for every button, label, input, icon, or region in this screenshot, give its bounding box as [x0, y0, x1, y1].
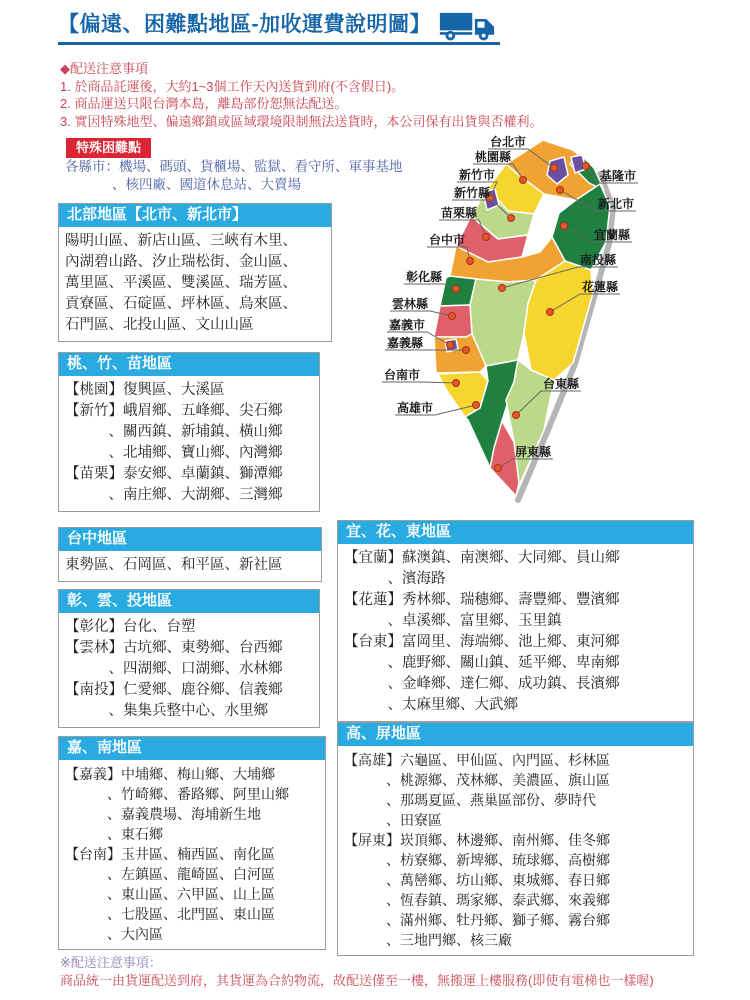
map-county-label: 苗栗縣: [440, 206, 477, 220]
map-county-label: 台中市: [428, 233, 465, 247]
region-box-yi-hua-dong-title: 宜、花、東地區: [338, 521, 693, 544]
map-dot: [467, 258, 474, 265]
map-dot: [453, 286, 460, 293]
page-title: 【偏遠、困難點地區-加收運費說明圖】: [58, 13, 431, 36]
region-line: 【新竹】峨眉鄉、五峰鄉、尖石鄉: [65, 403, 283, 419]
region-line: 、金峰鄉、達仁鄉、成功鎮、長濱鄉: [344, 676, 620, 692]
region-line: 【宜蘭】蘇澳鎮、南澳鄉、大同鄉、員山鄉: [344, 550, 620, 566]
delivery-notes: [60, 60, 542, 130]
map-county-label: 彰化縣: [405, 270, 442, 284]
map-county-label: 桃園縣: [474, 150, 511, 164]
region-line: 石門區、北投山區、文山山區: [65, 317, 254, 333]
region-box-yi-hua-dong: [337, 520, 694, 722]
region-line: 、大內區: [65, 926, 163, 942]
map-dot: [547, 309, 554, 316]
region-line: 東勢區、石岡區、和平區、新社區: [65, 557, 283, 573]
truck-icon: [439, 10, 495, 42]
map-county-label: 南投縣: [580, 253, 617, 267]
delivery-notes-heading: ◆配送注意事項: [60, 61, 148, 76]
delivery-notes-list: [60, 78, 542, 131]
region-line: 【嘉義】中埔鄉、梅山鄉、大埔鄉: [65, 766, 275, 782]
map-county-label: 新竹市: [458, 168, 495, 182]
region-box-kao-ping-body: [338, 746, 693, 955]
delivery-note-line: 3. 實因特殊地型、偏遠鄉鎮或區域環境限制無法送貨時，本公司保有出貨與否權利。: [60, 113, 543, 129]
map-dot: [463, 347, 470, 354]
delivery-note-line: 1. 於商品託運後，大約1~3個工作天內送貨到府(不含假日)。: [60, 78, 405, 94]
map-dot: [499, 285, 506, 292]
map-county-label: 高雄市: [396, 401, 433, 415]
taiwan-map-svg: [368, 128, 698, 518]
region-line: 、四湖鄉、口湖鄉、水林鄉: [65, 661, 283, 677]
special-points-badge: 特殊困難點: [66, 138, 151, 158]
region-line: 、竹崎鄉、番路鄉、阿里山鄉: [65, 786, 289, 802]
map-county-label: 宜蘭縣: [594, 228, 631, 242]
map-dot: [513, 412, 520, 419]
map-dot: [495, 465, 502, 472]
map-county-label: 新北市: [598, 197, 635, 211]
map-dot: [508, 215, 515, 222]
region-box-chia-nan: [58, 736, 326, 950]
region-line: 、桃源鄉、茂林鄉、美濃區、旗山區: [344, 772, 610, 788]
region-line: 、太麻里鄉、大武鄉: [344, 697, 518, 713]
region-line: 【苗栗】泰安鄉、卓蘭鎮、獅潭鄉: [65, 466, 283, 482]
special-points-text: [65, 158, 403, 193]
region-line: 、左鎮區、龍崎區、白河區: [65, 866, 275, 882]
title-underline: [58, 42, 500, 45]
region-box-chang-yun-tou: [58, 589, 320, 728]
map-dot: [557, 187, 564, 194]
map-county-label: 嘉義縣: [386, 336, 423, 350]
map-county-label: 花蓮縣: [582, 280, 619, 294]
map-county-label: 屏東縣: [515, 445, 552, 459]
region-line: 、田寮區: [344, 812, 442, 828]
region-line: 、關西鎮、新埔鎮、橫山鄉: [65, 424, 283, 440]
region-line: 、鹿野鄉、關山鎮、延平鄉、卑南鄉: [344, 655, 620, 671]
region-box-chia-nan-title: 嘉、南地區: [59, 737, 325, 760]
region-line: 【南投】仁愛鄉、鹿谷鄉、信義鄉: [65, 682, 283, 698]
map-dot: [551, 165, 558, 172]
region-line: 、七股區、北門區、東山區: [65, 906, 275, 922]
region-line: 、南庄鄉、大湖鄉、三灣鄉: [65, 487, 283, 503]
taiwan-map: [368, 128, 698, 518]
region-box-tao-chu-miao-title: 桃、竹、苗地區: [59, 353, 319, 376]
region-line: 、萬巒鄉、坊山鄉、東城鄉、春日鄉: [344, 872, 610, 888]
region-line: 、恆春鎮、瑪家鄉、泰武鄉、來義鄉: [344, 892, 610, 908]
map-county-label: 台南市: [383, 368, 420, 382]
region-box-kao-ping-title: 高、屏地區: [338, 723, 693, 746]
region-line: 萬里區、平溪區、雙溪區、瑞芳區、: [65, 275, 297, 291]
region-line: 、卓溪鄉、富里鄉、玉里鎮: [344, 613, 562, 629]
map-dot: [520, 177, 527, 184]
region-box-chia-nan-body: [59, 760, 325, 949]
region-line: 、三地門鄉、核三廠: [344, 932, 512, 948]
page-header: [58, 10, 495, 42]
delivery-note-line: 2. 商品運送只限台灣本島，離島部份恕無法配送。: [60, 96, 348, 111]
map-county-label: 台東縣: [543, 377, 580, 391]
region-box-kao-ping: [337, 722, 694, 956]
region-line: 、那瑪夏區、燕巢區部份、夢時代: [344, 792, 596, 808]
region-line: 【桃園】復興區、大溪區: [65, 382, 225, 398]
region-line: 、集集兵整中心、水里鄉: [65, 703, 268, 719]
region-line: 【台東】富岡里、海端鄉、池上鄉、東河鄉: [344, 634, 620, 650]
region-box-north-body: [59, 227, 331, 341]
map-dot: [561, 223, 568, 230]
region-box-tao-chu-miao: [58, 352, 320, 512]
footer-text: 商品統一由貨運配送到府，其貨運為合約物流，故配送僅至一樓，無搬運上樓服務(即使有電梯也一樣喔): [60, 973, 654, 988]
map-county-label: 雲林縣: [391, 297, 428, 311]
region-line: 貢寮區、石碇區、坪林區、烏來區、: [65, 296, 297, 312]
map-county-label: 新竹縣: [453, 186, 490, 200]
region-line: 、北埔鄉、寶山鄉、內灣鄉: [65, 445, 283, 461]
map-dot: [583, 163, 590, 170]
region-line: 陽明山區、新店山區、三峽有木里、: [65, 233, 297, 249]
county-yunlin: [434, 305, 472, 337]
special-points-line1: 各縣市：機場、碼頭、貨櫃場、監獄、看守所、軍事基地: [65, 159, 403, 174]
map-dot: [483, 234, 490, 241]
region-line: 【高雄】六龜區、甲仙區、內門區、杉林區: [344, 752, 610, 768]
map-dot: [449, 313, 456, 320]
region-box-north: [58, 203, 332, 342]
map-dot: [473, 402, 480, 409]
region-line: 內湖碧山路、汐止瑞松街、金山區、: [65, 254, 297, 270]
footer-heading: ※配送注意事項：: [60, 955, 162, 970]
region-box-taichung: [58, 527, 322, 582]
region-line: 、東山區、六甲區、山上區: [65, 886, 275, 902]
map-county-label: 嘉義市: [388, 318, 425, 332]
region-line: 【花蓮】秀林鄉、瑞穗鄉、壽豐鄉、豐濱鄉: [344, 592, 620, 608]
region-line: 、滿州鄉、牡丹鄉、獅子鄉、霧台鄉: [344, 912, 610, 928]
region-box-chang-yun-tou-body: [59, 613, 319, 727]
footer-notes: [60, 954, 654, 990]
region-box-north-title: 北部地區【北市、新北市】: [59, 204, 331, 227]
special-points-line2: 、核四廠、國道休息站、大賣場: [112, 176, 301, 192]
region-box-yi-hua-dong-body: [338, 544, 693, 721]
region-box-taichung-body: [59, 551, 321, 581]
region-box-chang-yun-tou-title: 彰、雲、投地區: [59, 590, 319, 613]
region-box-taichung-title: 台中地區: [59, 528, 321, 551]
map-dot: [447, 342, 454, 349]
region-line: 【雲林】古坑鄉、東勢鄉、台西鄉: [65, 640, 283, 656]
region-line: 、嘉義農場、海埔新生地: [65, 806, 261, 822]
region-line: 【彰化】台化、台塑: [65, 619, 196, 635]
map-county-label: 台北市: [489, 135, 526, 149]
region-line: 【台南】玉井區、楠西區、南化區: [65, 846, 275, 862]
region-line: 、東石鄉: [65, 826, 163, 842]
map-county-label: 基隆市: [600, 169, 637, 183]
region-box-tao-chu-miao-body: [59, 376, 319, 511]
region-line: 、枋寮鄉、新埤鄉、琉球鄉、高樹鄉: [344, 852, 610, 868]
map-dot: [453, 380, 460, 387]
region-line: 【屏東】崁頂鄉、林邊鄉、南州鄉、佳冬鄉: [344, 832, 610, 848]
region-line: 、濱海路: [344, 571, 446, 587]
